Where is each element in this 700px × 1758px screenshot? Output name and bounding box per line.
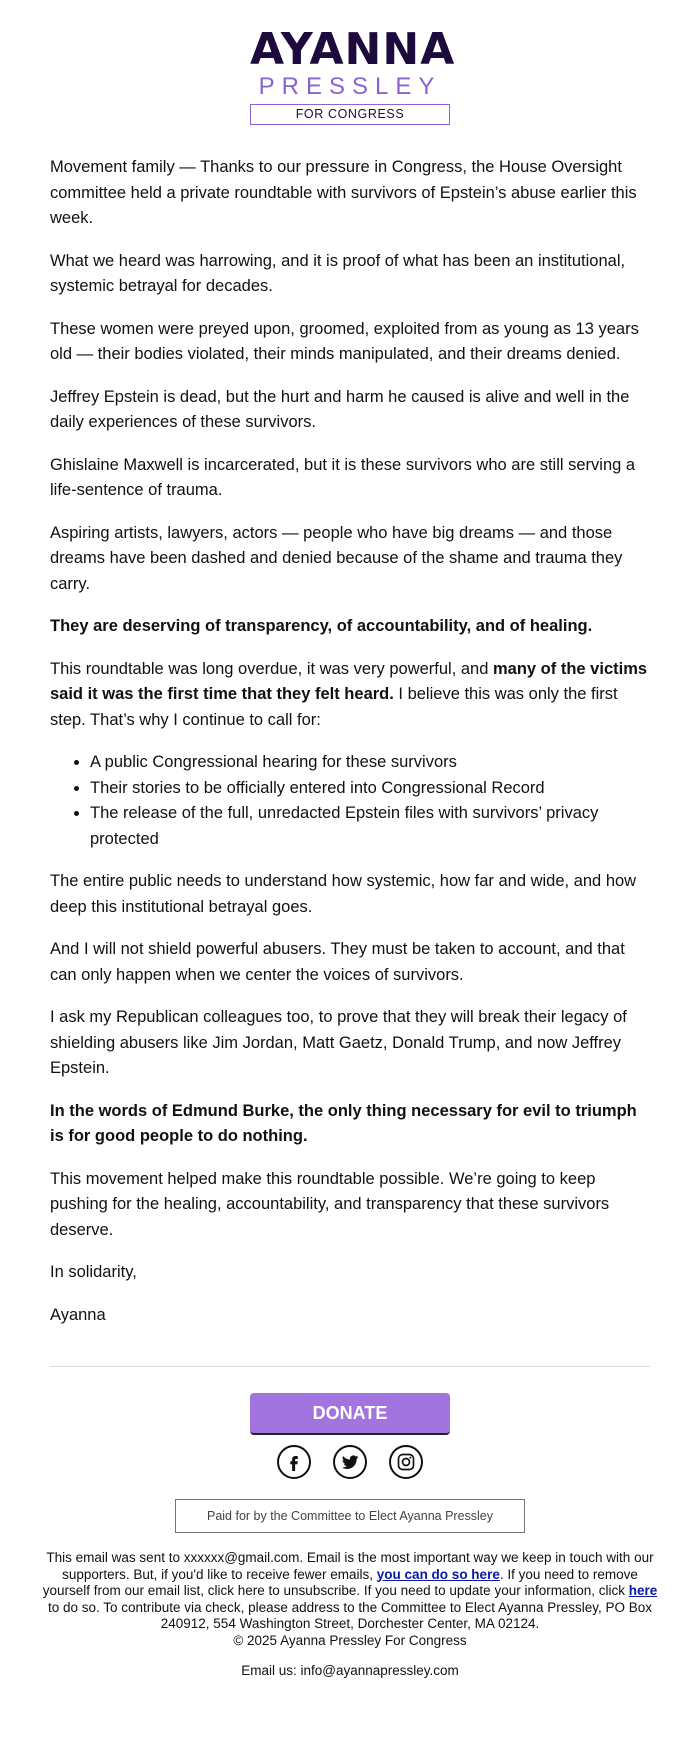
logo-name: AYANNA [250, 24, 456, 75]
paragraph: Jeffrey Epstein is dead, but the hurt and harm he caused is alive and well in the daily experiences of these survivors. [50, 387, 630, 431]
paragraph: The entire public needs to understand how systemic, how far and wide, and how deep this institutional betrayal goes. [50, 872, 637, 916]
text-run: I believe this was only the first step. That’s why I continue to call for: [50, 685, 618, 729]
email-body [0, 24, 700, 1678]
closing: In solidarity, [50, 1263, 137, 1281]
social-links [0, 1445, 700, 1479]
signature: Ayanna [50, 1305, 106, 1324]
demands-list [50, 750, 650, 852]
paragraph-bold [50, 614, 650, 640]
update-info-link[interactable]: here [628, 1583, 658, 1598]
facebook-icon [285, 1453, 303, 1471]
footer-text [40, 1550, 660, 1649]
twitter-icon [340, 1452, 360, 1472]
list-item: • A public Congressional hearing for these survivors [90, 750, 650, 776]
paragraph: Ghislaine Maxwell is incarcerated, but it is these survivors who are still serving a life-sentence of trauma. [50, 455, 636, 499]
logo-tagline: FOR CONGRESS [250, 104, 450, 125]
bold-text: many of the victims said it was the first time that they felt heard. [50, 659, 648, 703]
logo-surname: PRESSLEY [258, 73, 442, 100]
donate-button[interactable]: DONATE [250, 1393, 450, 1435]
list-item: • The release of the full, unredacted Epstein files with survivors’ privacy protected [90, 801, 650, 852]
facebook-link[interactable] [277, 1445, 311, 1479]
fewer-emails-link[interactable]: you can do so here [376, 1566, 500, 1582]
paragraph: What we heard was harrowing, and it is proof of what has been an institutional, systemic betrayal for decades. [50, 251, 626, 295]
paragraph-bold [50, 1099, 650, 1150]
list-item: • Their stories to be officially entered into Congressional Record [90, 776, 650, 802]
footer-text-run: . If you need to remove yourself from our email list, click here to unsubscribe. If you need to update your information, click [42, 1566, 638, 1598]
campaign-logo [250, 24, 456, 125]
contact-email: Email us: info@ayannapressley.com [241, 1663, 459, 1678]
paragraph: These women were preyed upon, groomed, exploited from as young as 13 years old — their bodies violated, their minds manipulated, and their dreams denied. [50, 319, 639, 363]
instagram-link[interactable] [389, 1445, 423, 1479]
bold-text: In the words of Edmund Burke, the only thing necessary for evil to triumph is for good people to do nothing. [50, 1101, 637, 1145]
paragraph: Aspiring artists, lawyers, actors — people who have big dreams — and those dreams have been dashed and denied because of the shame and trauma they carry. [50, 523, 623, 593]
copyright: © 2025 Ayanna Pressley For Congress [233, 1632, 467, 1648]
paragraph [50, 657, 650, 734]
bold-text: They are deserving of transparency, of accountability, and of healing. [50, 617, 593, 635]
text-run: This roundtable was long overdue, it was very powerful, and [50, 659, 493, 678]
paragraph: This movement helped make this roundtable possible. We’re going to keep pushing for the healing, accountability, and transparency that these survivors deserve. [50, 1169, 610, 1239]
paragraph: Movement family — Thanks to our pressure in Congress, the House Oversight committee held a private roundtable with survivors of Epstein’s abuse earlier this week. [50, 158, 637, 227]
message-content [0, 155, 700, 1328]
twitter-link[interactable] [333, 1445, 367, 1479]
paragraph: And I will not shield powerful abusers. They must be taken to account, and that can only happen when we center the voices of survivors. [50, 940, 625, 984]
footer-text-run: to do so. To contribute via check, please address to the Committee to Elect Ayanna Pressley, PO Box 240912, 554 Washington Street, Dorchester Center, MA 02124. [47, 1599, 653, 1631]
instagram-icon [396, 1452, 416, 1472]
paid-for-disclaimer: Paid for by the Committee to Elect Ayanna Pressley [175, 1499, 525, 1533]
footer-text-run: This email was sent to xxxxxx@gmail.com. Email is the most important way we keep in touch with our supporters. But, if you'd like to receive fewer emails, [46, 1550, 654, 1582]
paragraph: I ask my Republican colleagues too, to prove that they will break their legacy of shielding abusers like Jim Jordan, Matt Gaetz, Donald Trump, and now Jeffrey Epstein. [50, 1008, 627, 1077]
divider [50, 1366, 650, 1367]
